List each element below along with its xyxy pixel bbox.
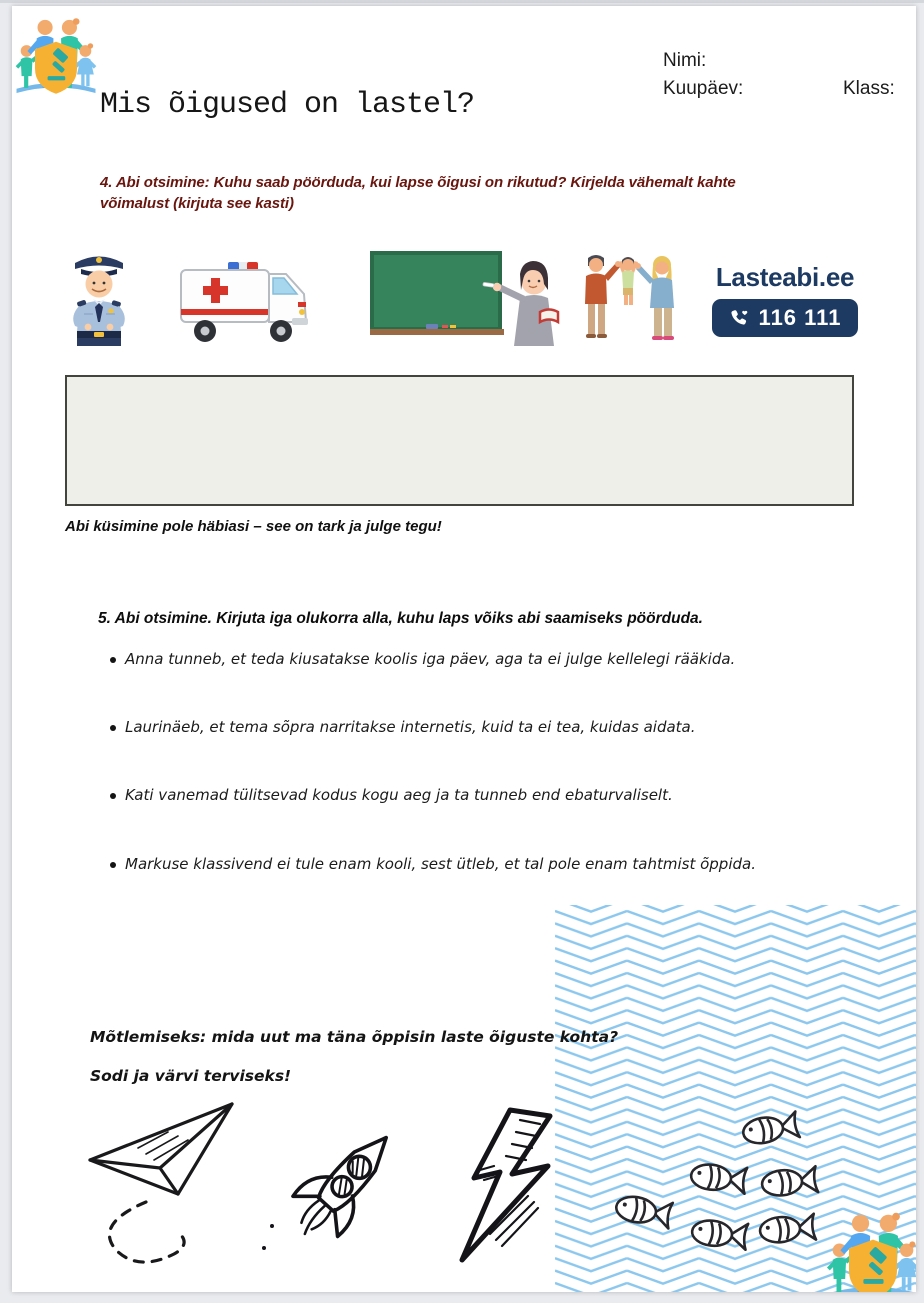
list-item — [110, 718, 830, 737]
list-item — [110, 650, 830, 669]
scenario-text: Markuse klassivend ei tule enam kooli, sest ütleb, et tal pole enam tahtmist õppida. — [125, 855, 756, 873]
page-title: Mis õigused on lastel? — [100, 88, 475, 122]
question-5-heading: 5. Abi otsimine. Kirjuta iga olukorra alla, kuhu laps võiks abi saamiseks pöörduda. — [98, 610, 703, 627]
phone-heart-icon — [729, 308, 750, 329]
ambulance-illustration — [178, 254, 320, 348]
scenario-text: Kati vanemad tülitsevad kodus kogu aeg ja ta tunneb end ebaturvaliselt. — [125, 786, 673, 804]
reflection-prompt: Mõtlemiseks: mida uut ma täna õppisin laste õiguste kohta? — [90, 1028, 619, 1046]
helpline-logo — [710, 262, 860, 337]
family-rights-logo — [14, 14, 98, 98]
list-item — [110, 855, 830, 874]
encouragement-line: Abi küsimine pole häbiasi – see on tark ja julge tegu! — [65, 518, 442, 535]
rocket-doodle — [250, 1130, 410, 1278]
scenario-text: Laurinäeb, et tema sõpra narritakse internetis, kuid ta ei tea, kuidas aidata. — [125, 718, 696, 736]
bullet-icon — [110, 657, 116, 663]
question-4: 4. Abi otsimine: Kuhu saab pöörduda, kui lapse õigusi on rikutud? Kirjelda vähemalt kahte võimalust (kirjuta see kasti) — [100, 174, 736, 212]
helpline-phone-number: 116 111 — [758, 305, 842, 330]
doodle-prompt: Sodi ja värvi terviseks! — [90, 1067, 292, 1085]
family-illustration — [576, 252, 682, 346]
fish-doodle — [754, 1206, 821, 1251]
date-label: Kuupäev: — [663, 78, 744, 99]
fish-doodle — [686, 1211, 754, 1257]
fish-doodle — [756, 1159, 824, 1205]
bullet-icon — [110, 793, 116, 799]
list-item — [110, 786, 830, 805]
police-officer-illustration — [62, 248, 136, 346]
document-sheet — [12, 6, 916, 1292]
teacher-blackboard-illustration — [370, 250, 566, 348]
answer-box[interactable] — [65, 375, 854, 506]
family-rights-logo — [825, 1208, 916, 1292]
helpline-brand: Lasteabi.ee — [715, 262, 855, 292]
bullet-icon — [110, 862, 116, 868]
class-label: Klass: — [843, 78, 895, 99]
bullet-icon — [110, 725, 116, 731]
scenario-text: Anna tunneb, et teda kiusatakse koolis iga päev, aga ta ei julge kellelegi rääkida. — [125, 650, 736, 668]
fish-doodle — [685, 1155, 753, 1201]
window-top-edge — [0, 0, 924, 3]
name-label: Nimi: — [663, 50, 707, 71]
paper-plane-doodle — [80, 1096, 265, 1268]
lightning-doodle — [450, 1104, 562, 1269]
helpline-phone-badge — [712, 299, 858, 337]
